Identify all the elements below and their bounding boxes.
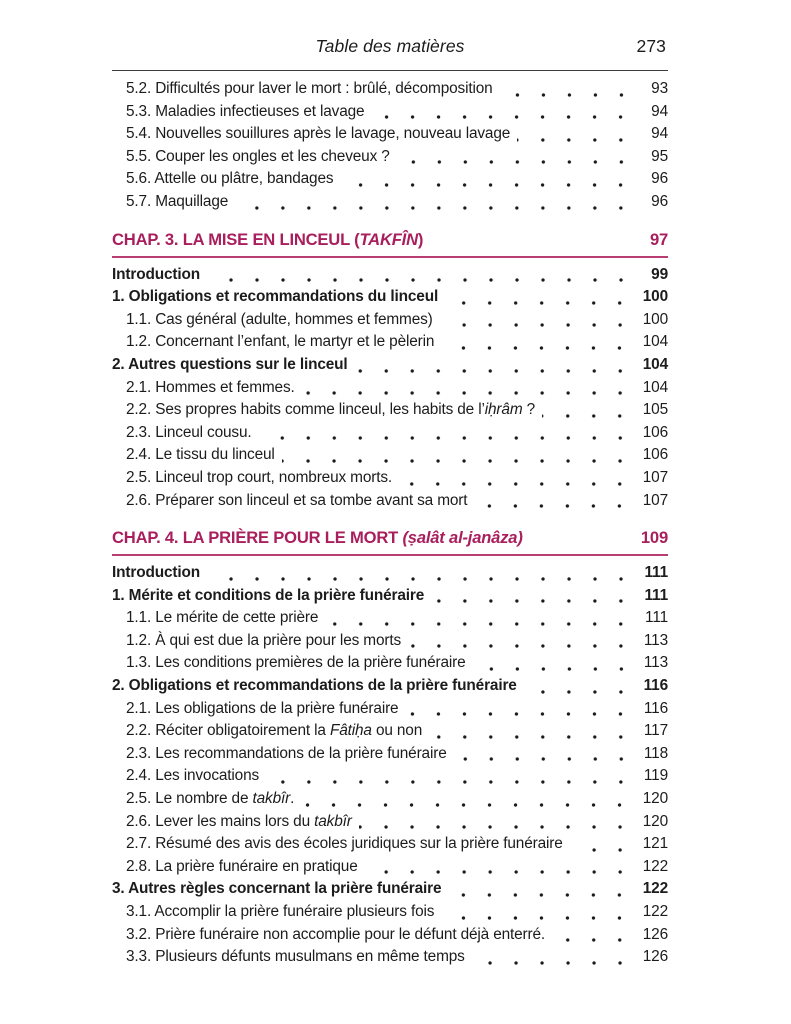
toc-entry — [112, 467, 668, 490]
dot-leader — [441, 901, 633, 924]
entry-page-number: 126 — [642, 948, 668, 966]
entry-page-number: 116 — [643, 677, 668, 695]
entry-page-number: 104 — [642, 355, 668, 373]
dot-leader — [441, 331, 633, 354]
dot-leader — [429, 720, 635, 743]
toc-entry — [112, 123, 668, 146]
entry-page-number: 96 — [651, 170, 668, 188]
toc-entry — [112, 856, 668, 879]
dot-leader — [301, 788, 634, 811]
toc-entry — [112, 377, 668, 400]
chapter-page-number: 109 — [640, 528, 668, 548]
toc-entry — [112, 811, 668, 834]
running-head — [112, 35, 668, 71]
toc-entry — [112, 901, 668, 924]
toc-entry — [112, 309, 668, 332]
toc-entry — [112, 422, 668, 445]
entry-label: 2.7. Résumé des avis des écoles juridiques sur la prière funéraire — [126, 835, 563, 853]
toc-entry — [112, 698, 668, 721]
entry-label: 5.7. Maquillage — [126, 192, 229, 210]
dot-leader — [472, 946, 634, 969]
entry-label: 2.1. Les obligations de la prière funéraire — [126, 699, 399, 717]
toc-entry — [112, 630, 668, 653]
toc-entry — [112, 652, 668, 675]
entry-label: 5.4. Nouvelles souillures après le lavage, nouveau lavage — [126, 125, 511, 143]
entry-label: 5.5. Couper les ongles et les cheveux ? — [126, 147, 390, 165]
dot-leader — [517, 123, 635, 146]
header-page-number: 273 — [636, 36, 666, 56]
entry-page-number: 104 — [642, 333, 668, 351]
entry-label: 2.3. Les recommandations de la prière funéraire — [126, 744, 447, 762]
entry-label: 1.1. Le mérite de cette prière — [126, 609, 319, 627]
entry-label: 3.3. Plusieurs défunts musulmans en même temps — [126, 948, 465, 966]
entry-label: Introduction — [112, 564, 200, 582]
entry-label: 2.4. Le tissu du linceul — [126, 446, 275, 464]
entry-label: 3.2. Prière funéraire non accomplie pour le défunt déjà enterré. — [126, 925, 546, 943]
toc-chapter-heading — [112, 229, 668, 258]
entry-label: 2.8. La prière funéraire en pratique — [126, 857, 358, 875]
toc-entry — [112, 490, 668, 513]
entry-label: 5.6. Attelle ou plâtre, bandages — [126, 170, 334, 188]
entry-page-number: 111 — [645, 609, 668, 627]
toc-entry — [112, 788, 668, 811]
toc-entry — [112, 878, 668, 901]
entry-label: 2.6. Lever les mains lors du takbîr — [126, 812, 352, 830]
toc-entry — [112, 191, 668, 214]
entry-page-number: 126 — [642, 925, 668, 943]
dot-leader — [325, 607, 635, 630]
dot-leader — [340, 168, 635, 191]
entry-page-number: 95 — [651, 147, 668, 165]
entry-label: 3.1. Accomplir la prière funéraire plusieurs fois — [126, 903, 435, 920]
entry-page-number: 117 — [643, 722, 668, 740]
entry-label: 1.2. Concernant l’enfant, le martyr et le pèlerin — [126, 333, 435, 351]
entry-label: 5.3. Maladies infectieuses et lavage — [126, 102, 365, 120]
dot-leader — [371, 101, 635, 124]
chapter-page-number: 97 — [649, 229, 668, 249]
toc-entry — [112, 286, 668, 309]
entry-page-number: 104 — [642, 378, 668, 396]
toc-entry — [112, 833, 668, 856]
entry-page-number: 100 — [642, 288, 668, 306]
toc-entry — [112, 444, 668, 467]
toc-entry — [112, 354, 668, 377]
entry-page-number: 106 — [642, 423, 668, 441]
dot-leader — [542, 399, 634, 422]
entry-page-number: 122 — [642, 903, 668, 920]
dot-leader — [500, 78, 635, 101]
chapter-title: CHAP. 4. LA PRIÈRE POUR LE MORT (ṣalât al-janâza) — [112, 528, 523, 548]
dot-leader — [524, 675, 635, 698]
dot-leader — [445, 286, 634, 309]
entry-page-number: 116 — [643, 699, 668, 717]
entry-page-number: 120 — [642, 812, 668, 830]
dot-leader — [408, 630, 635, 653]
entry-page-number: 105 — [642, 401, 668, 419]
dot-leader — [207, 562, 635, 585]
entry-page-number: 118 — [643, 744, 668, 762]
entry-label: 2.6. Préparer son linceul et sa tombe avant sa mort — [126, 491, 468, 509]
entry-page-number: 107 — [642, 468, 668, 486]
dot-leader — [570, 833, 634, 856]
entry-page-number: 111 — [644, 586, 668, 604]
entry-page-number: 93 — [651, 80, 668, 97]
dot-leader — [474, 490, 633, 513]
entry-label: 1. Mérite et conditions de la prière funéraire — [112, 586, 425, 604]
dot-leader — [235, 191, 635, 214]
entry-page-number: 122 — [642, 880, 668, 898]
entry-label: 2.4. Les invocations — [126, 767, 260, 785]
toc-entry — [112, 146, 668, 169]
entry-label: 2.1. Hommes et femmes. — [126, 378, 295, 396]
entry-label: 2.2. Réciter obligatoirement la Fâtiḥa ou non — [126, 722, 423, 740]
toc-entry — [112, 585, 668, 608]
entry-label: 5.2. Difficultés pour laver le mort : brûlé, décomposition — [126, 80, 493, 97]
entry-label: 2.5. Le nombre de takbîr. — [126, 790, 295, 808]
entry-page-number: 113 — [643, 631, 668, 649]
entry-page-number: 100 — [642, 310, 668, 328]
entry-page-number: 122 — [642, 857, 668, 875]
toc-entry — [112, 399, 668, 422]
entry-page-number: 106 — [642, 446, 668, 464]
dot-leader — [359, 811, 634, 834]
toc-entry — [112, 264, 668, 287]
entry-label: 1.1. Cas général (adulte, hommes et femmes) — [126, 310, 433, 328]
dot-leader — [259, 422, 634, 445]
toc-list — [112, 78, 668, 969]
entry-label: 1.3. Les conditions premières de la prière funéraire — [126, 654, 466, 672]
toc-entry — [112, 607, 668, 630]
toc-entry — [112, 765, 668, 788]
entry-page-number: 107 — [642, 491, 668, 509]
entry-page-number: 94 — [651, 125, 668, 143]
entry-label: 2.3. Linceul cousu. — [126, 423, 252, 441]
dot-leader — [397, 146, 635, 169]
entry-page-number: 120 — [642, 790, 668, 808]
entry-page-number: 121 — [642, 835, 668, 853]
toc-chapter-heading — [112, 527, 668, 556]
dot-leader — [440, 309, 634, 332]
dot-leader — [552, 924, 634, 947]
dot-leader — [355, 354, 634, 377]
toc-entry — [112, 675, 668, 698]
toc-entry — [112, 720, 668, 743]
page-title: Table des matières — [315, 36, 465, 56]
entry-label: 3. Autres règles concernant la prière funéraire — [112, 880, 442, 898]
page-content — [112, 35, 668, 969]
toc-entry — [112, 78, 668, 101]
toc-entry — [112, 562, 668, 585]
dot-leader — [399, 467, 634, 490]
toc-entry — [112, 168, 668, 191]
entry-label: 1. Obligations et recommandations du linceul — [112, 288, 439, 306]
entry-page-number: 96 — [651, 192, 668, 210]
entry-label: Introduction — [112, 265, 200, 283]
entry-label: 1.2. À qui est due la prière pour les morts — [126, 631, 402, 649]
entry-page-number: 111 — [644, 564, 668, 582]
entry-label: 2.5. Linceul trop court, nombreux morts. — [126, 468, 393, 486]
entry-label: 2. Obligations et recommandations de la prière funéraire — [112, 677, 517, 695]
dot-leader — [473, 652, 635, 675]
entry-label: 2.2. Ses propres habits comme linceul, les habits de l’iḥrâm ? — [126, 401, 536, 419]
toc-entry — [112, 946, 668, 969]
entry-page-number: 119 — [643, 767, 668, 785]
entry-page-number: 113 — [643, 654, 668, 672]
toc-entry — [112, 924, 668, 947]
dot-leader — [448, 878, 633, 901]
dot-leader — [454, 743, 635, 766]
entry-label: 2. Autres questions sur le linceul — [112, 355, 348, 373]
toc-entry — [112, 101, 668, 124]
dot-leader — [207, 264, 635, 287]
toc-entry — [112, 331, 668, 354]
entry-page-number: 99 — [651, 265, 668, 283]
dot-leader — [365, 856, 634, 879]
entry-page-number: 94 — [651, 102, 668, 120]
toc-entry — [112, 743, 668, 766]
chapter-title: CHAP. 3. LA MISE EN LINCEUL (TAKFÎN) — [112, 229, 424, 249]
dot-leader — [431, 585, 635, 608]
dot-leader — [302, 377, 634, 400]
dot-leader — [405, 698, 634, 721]
dot-leader — [282, 444, 634, 467]
dot-leader — [266, 765, 635, 788]
